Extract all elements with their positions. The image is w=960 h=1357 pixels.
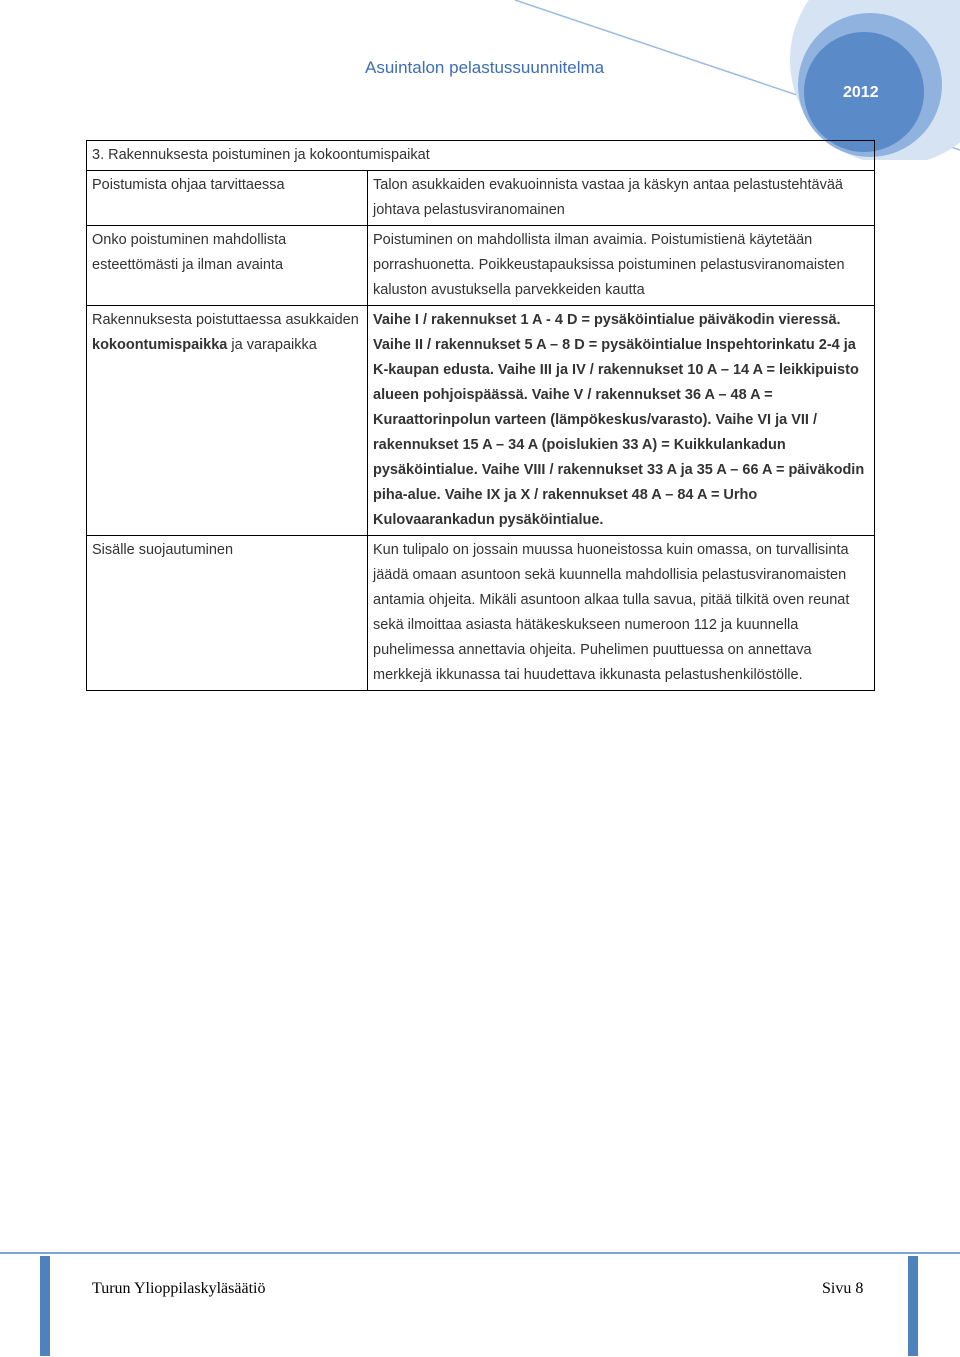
footer-organization: Turun Ylioppilaskyläsäätiö <box>92 1280 266 1297</box>
document-title: Asuintalon pelastussuunnitelma <box>365 58 605 77</box>
footer-bar-left <box>40 1256 50 1356</box>
header-decoration <box>0 0 960 160</box>
row-content: Poistuminen on mahdollista ilman avaimia. Poistumistienä käytetään porrashuonetta. Poikkeustapauksissa poistuminen pelastusviranomaisten kaluston avustuksella parvekkeiden kautta <box>368 226 875 306</box>
table-row <box>87 171 875 226</box>
row-label: Sisälle suojautuminen <box>87 536 368 691</box>
table-heading-row <box>87 141 875 171</box>
section-heading: 3. Rakennuksesta poistuminen ja kokoontumispaikat <box>87 141 875 171</box>
evacuation-table <box>86 140 875 691</box>
row-label-text: ja varapaikka <box>227 337 317 353</box>
row-label <box>87 306 368 536</box>
footer-bar-right <box>908 1256 918 1356</box>
row-content: Kun tulipalo on jossain muussa huoneistossa kuin omassa, on turvallisinta jäädä omaan asuntoon sekä kuunnella mahdollisia pelastusviranomaisten antamia ohjeita. Mikäli asuntoon alkaa tulla savua, pitää tilkitä oven reunat sekä ilmoittaa asiasta hätäkeskukseen numeroon 112 ja kuunnella puhelimessa annettavia ohjeita. Puhelimen puuttuessa on annettava merkkejä ikkunassa tai huudettava ikkunasta pelastushenkilöstölle. <box>368 536 875 691</box>
table-row <box>87 306 875 536</box>
table-row <box>87 536 875 691</box>
row-content: Talon asukkaiden evakuoinnista vastaa ja käskyn antaa pelastustehtävää johtava pelastusviranomainen <box>368 171 875 226</box>
footer-divider <box>0 1252 960 1254</box>
table-row <box>87 226 875 306</box>
row-label: Poistumista ohjaa tarvittaessa <box>87 171 368 226</box>
row-label-keyword: kokoontumispaikka <box>92 337 228 353</box>
row-label: Onko poistuminen mahdollista esteettömästi ja ilman avainta <box>87 226 368 306</box>
document-year: 2012 <box>843 84 879 101</box>
assembly-points-content: Vaihe I / rakennukset 1 A - 4 D = pysäköintialue päiväkodin vieressä. Vaihe II / rakennukset 5 A – 8 D = pysäköintialue Inspehtorinkatu 2-4 ja K-kaupan edusta. Vaihe III ja IV / rakennukset 10 A – 14 A = leikkipuisto alueen pohjoispäässä. Vaihe V / rakennukset 36 A – 48 A = Kuraattorinpolun varteen (lämpökeskus/varasto). Vaihe VI ja VII / rakennukset 15 A – 34 A (poislukien 33 A) = Kuikkulankadun pysäköintialue. Vaihe VIII / rakennukset 33 A ja 35 A – 66 A = päiväkodin piha-alue. Vaihe IX ja X / rakennukset 48 A – 84 A = Urho Kulovaarankadun pysäköintialue. <box>368 306 875 536</box>
footer-page-number: Sivu 8 <box>822 1280 864 1297</box>
row-label-text: Rakennuksesta poistuttaessa asukkaiden <box>92 312 359 328</box>
